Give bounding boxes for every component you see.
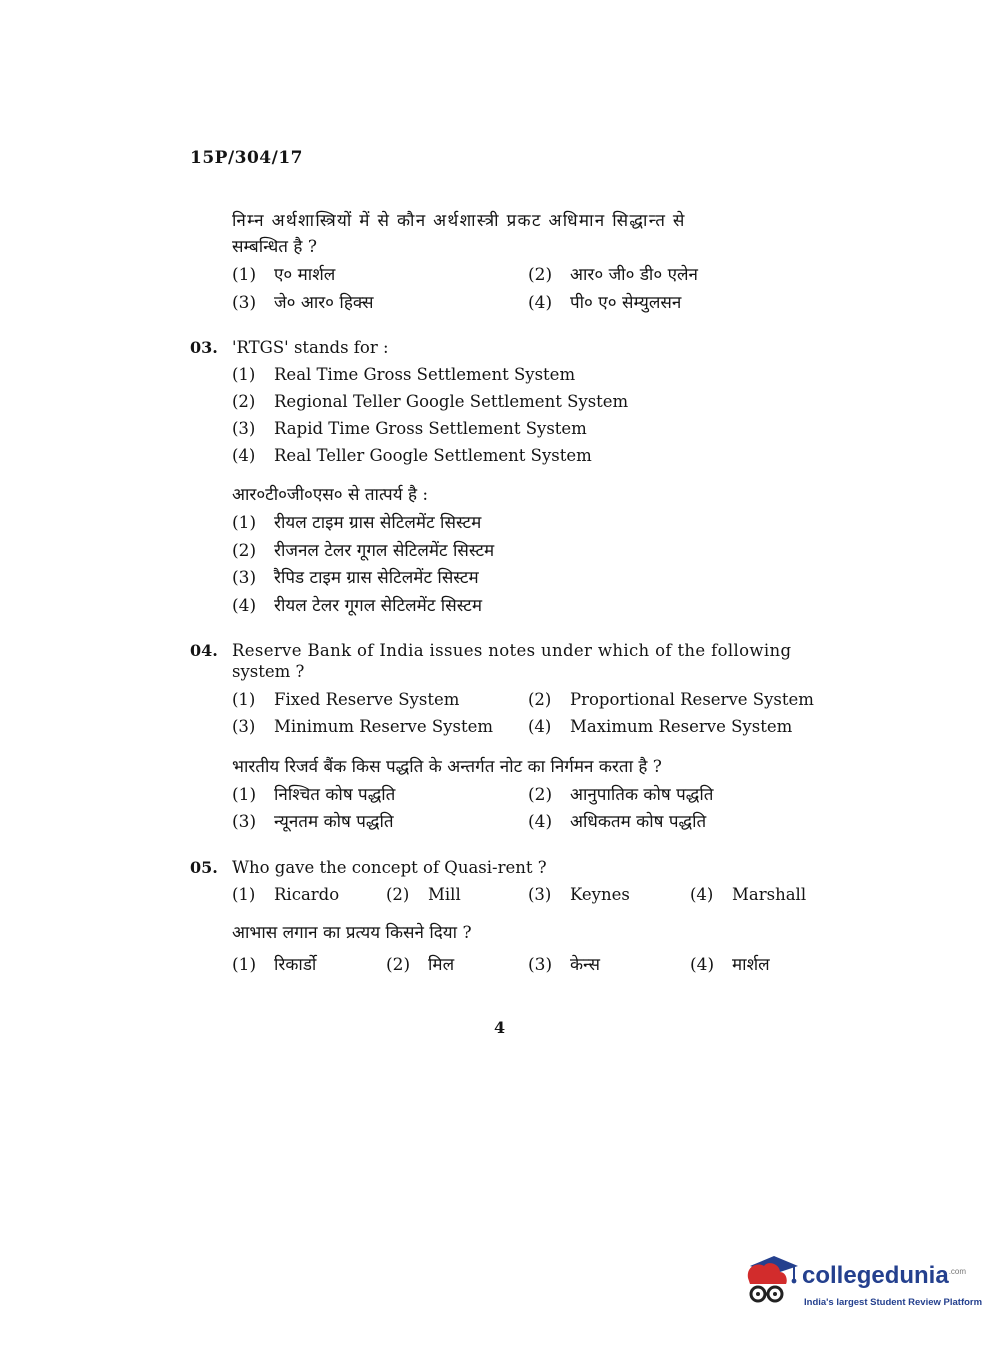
q05-number: 05. (190, 858, 218, 877)
logo-tagline: India's largest Student Review Platform (804, 1297, 983, 1308)
q04-option-hi-4: (4) अधिकतम कोष पद्धति (528, 812, 707, 832)
q05-option-hi-1: (1) रिकार्डो (232, 955, 317, 975)
q04-option-en-3: (3) Minimum Reserve System (232, 717, 494, 736)
paper-code: 15P/304/17 (190, 148, 304, 168)
q03-option-hi-3: (3) रैपिड टाइम ग्रास सेटिलमेंट सिस्टम (232, 568, 479, 588)
q02-option-2: (2) आर० जी० डी० एलेन (528, 265, 698, 285)
q05-option-en-3: (3) Keynes (528, 885, 630, 904)
q03-number: 03. (190, 338, 218, 357)
q05-option-hi-3: (3) केन्स (528, 955, 601, 975)
q04-option-en-1: (1) Fixed Reserve System (232, 690, 460, 709)
q04-hindi-text: भारतीय रिजर्व बैंक किस पद्धति के अन्तर्गत नोट का निर्गमन करता है ? (232, 757, 662, 777)
q03-option-hi-2: (2) रीजनल टेलर गूगल सेटिलमेंट सिस्टम (232, 541, 495, 561)
q03-option-hi-4: (4) रीयल टेलर गूगल सेटिलमेंट सिस्टम (232, 596, 483, 616)
q05-option-hi-4: (4) मार्शल (690, 955, 770, 975)
q05-hindi-text: आभास लगान का प्रत्यय किसने दिया ? (232, 923, 472, 943)
q03-hindi-text: आर०टी०जी०एस० से तात्पर्य है : (232, 485, 429, 505)
q03-option-en-1: (1) Real Time Gross Settlement System (232, 365, 576, 384)
q05-option-en-1: (1) Ricardo (232, 885, 340, 904)
q04-option-hi-3: (3) न्यूनतम कोष पद्धति (232, 812, 394, 832)
q04-text-line2: system ? (232, 662, 305, 681)
q02-option-1: (1) ए० मार्शल (232, 265, 336, 285)
q02-option-4: (4) पी० ए० सेम्युलसन (528, 293, 682, 313)
q03-option-hi-1: (1) रीयल टाइम ग्रास सेटिलमेंट सिस्टम (232, 513, 482, 533)
q05-option-hi-2: (2) मिल (386, 955, 455, 975)
q02-hindi-line1: निम्न अर्थशास्त्रियों में से कौन अर्थशास्त्री प्रकट अधिमान सिद्धान्त से (232, 211, 686, 231)
q04-text-line1: Reserve Bank of India issues notes under which of the following (232, 641, 792, 660)
mascot-icon (742, 1250, 802, 1312)
page-number: 4 (494, 1018, 506, 1037)
q05-option-en-2: (2) Mill (386, 885, 461, 904)
q05-text: Who gave the concept of Quasi-rent ? (232, 858, 547, 877)
q02-option-3: (3) जे० आर० हिक्स (232, 293, 374, 313)
q04-option-hi-2: (2) आनुपातिक कोष पद्धति (528, 785, 714, 805)
q04-option-en-2: (2) Proportional Reserve System (528, 690, 814, 709)
q04-number: 04. (190, 641, 218, 660)
q02-hindi-line2: सम्बन्धित है ? (232, 237, 317, 257)
q03-option-en-2: (2) Regional Teller Google Settlement System (232, 392, 629, 411)
collegedunia-logo (742, 1250, 983, 1315)
q03-text: 'RTGS' stands for : (232, 338, 389, 357)
q03-option-en-4: (4) Real Teller Google Settlement System (232, 446, 592, 465)
q05-option-en-4: (4) Marshall (690, 885, 807, 904)
q04-option-hi-1: (1) निश्चित कोष पद्धति (232, 785, 396, 805)
logo-wordmark: collegedunia$^{.com}$ (802, 1262, 967, 1289)
q03-option-en-3: (3) Rapid Time Gross Settlement System (232, 419, 587, 438)
q04-option-en-4: (4) Maximum Reserve System (528, 717, 793, 736)
